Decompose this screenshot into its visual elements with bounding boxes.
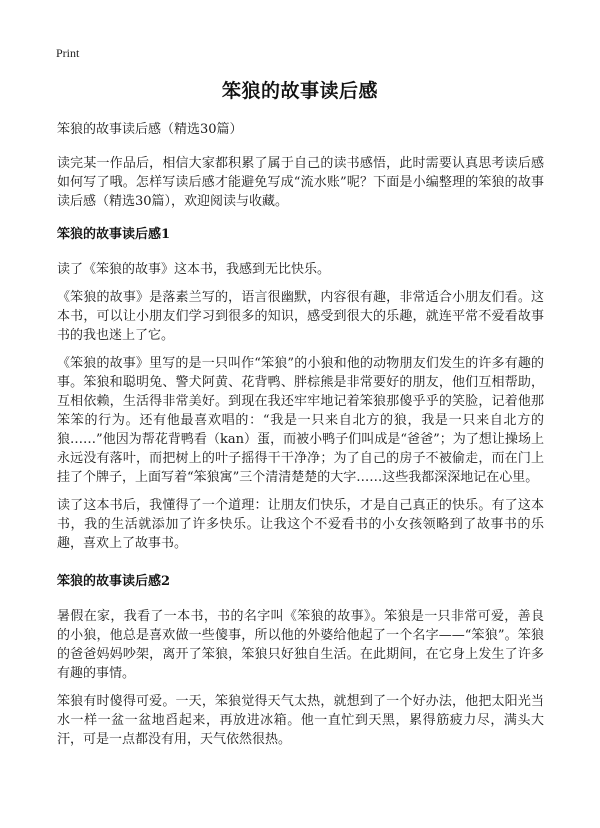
print-label[interactable]: Print — [56, 46, 80, 60]
paragraph: 《笨狼的故事》里写的是一只叫作“笨狼”的小狼和他的动物朋友们发生的许多有趣的事。笨狼和聪明兔、警犬阿黄、花背鸭、胖棕熊是非常要好的朋友，他们互相帮助，互相依赖，生活得非常美好。到现在我还牢牢地记着笨狼那傻乎乎的笑脸，记着他那笨笨的行为。还有他最喜欢唱的：“我是一只来自北方的狼，我是一只来自北方的狼……”他因为帮花背鸭看（kan）蛋，而被小鸭子们叫成是“爸爸”；为了想让操场上永远没有落叶，而把树上的叶子摇得干干净净；为了自己的房子不被偷走，而在门上挂了个牌子，上面写着“笨狼寓”三个清清楚楚的大字……这些我都深深地记在心里。 — [57, 356, 544, 485]
intro-paragraph: 读完某一作品后，相信大家都积累了属于自己的读书感悟，此时需要认真思考读后感如何写了哦。怎样写读后感才能避免写成“流水账”呢？下面是小编整理的笨狼的故事读后感（精选30篇），欢迎阅读与收藏。 — [57, 156, 544, 209]
section-heading: 笨狼的故事读后感2 — [57, 574, 171, 589]
page-title: 笨狼的故事读后感 — [221, 80, 378, 102]
section-gap — [57, 562, 544, 568]
paragraph: 暑假在家，我看了一本书，书的名字叫《笨狼的故事》。笨狼是一只非常可爱，善良的小狼，他总是喜欢做一些傻事，所以他的外婆给他起了一个名字——“笨狼”。笨狼的爸爸妈妈吵架，离开了笨狼，笨狼只好独自生活。在此期间，在它身上发生了许多有趣的事情。 — [57, 609, 544, 681]
paragraph: 笨狼有时傻得可爱。一天，笨狼觉得天气太热，就想到了一个好办法，他把太阳光当水一样一盆一盆地舀起来，再放进冰箱。他一直忙到天黑，累得筋疲力尽，满头大汗，可是一点都没有用，天气依然很热。 — [57, 694, 544, 747]
paragraph: 《笨狼的故事》是落素兰写的，语言很幽默，内容很有趣，非常适合小朋友们看。这本书，可以让小朋友们学习到很多的知识，感受到很大的乐趣，就连平常不爱看故事书的我也迷上了它。 — [57, 290, 544, 343]
section-2 — [57, 573, 544, 749]
section-heading: 笨狼的故事读后感1 — [57, 227, 171, 242]
subtitle: 笨狼的故事读后感（精选30篇） — [57, 122, 243, 137]
paragraph: 读了这本书后，我懂得了一个道理：让朋友们快乐，才是自己真正的快乐。有了这本书，我的生活就添加了许多快乐。让我这个不爱看书的小女孩领略到了故事书的乐趣，喜欢上了故事书。 — [57, 498, 544, 551]
paragraph: 读了《笨狼的故事》这本书，我感到无比快乐。 — [57, 262, 331, 277]
section-1 — [57, 226, 544, 553]
document-body — [57, 120, 544, 758]
